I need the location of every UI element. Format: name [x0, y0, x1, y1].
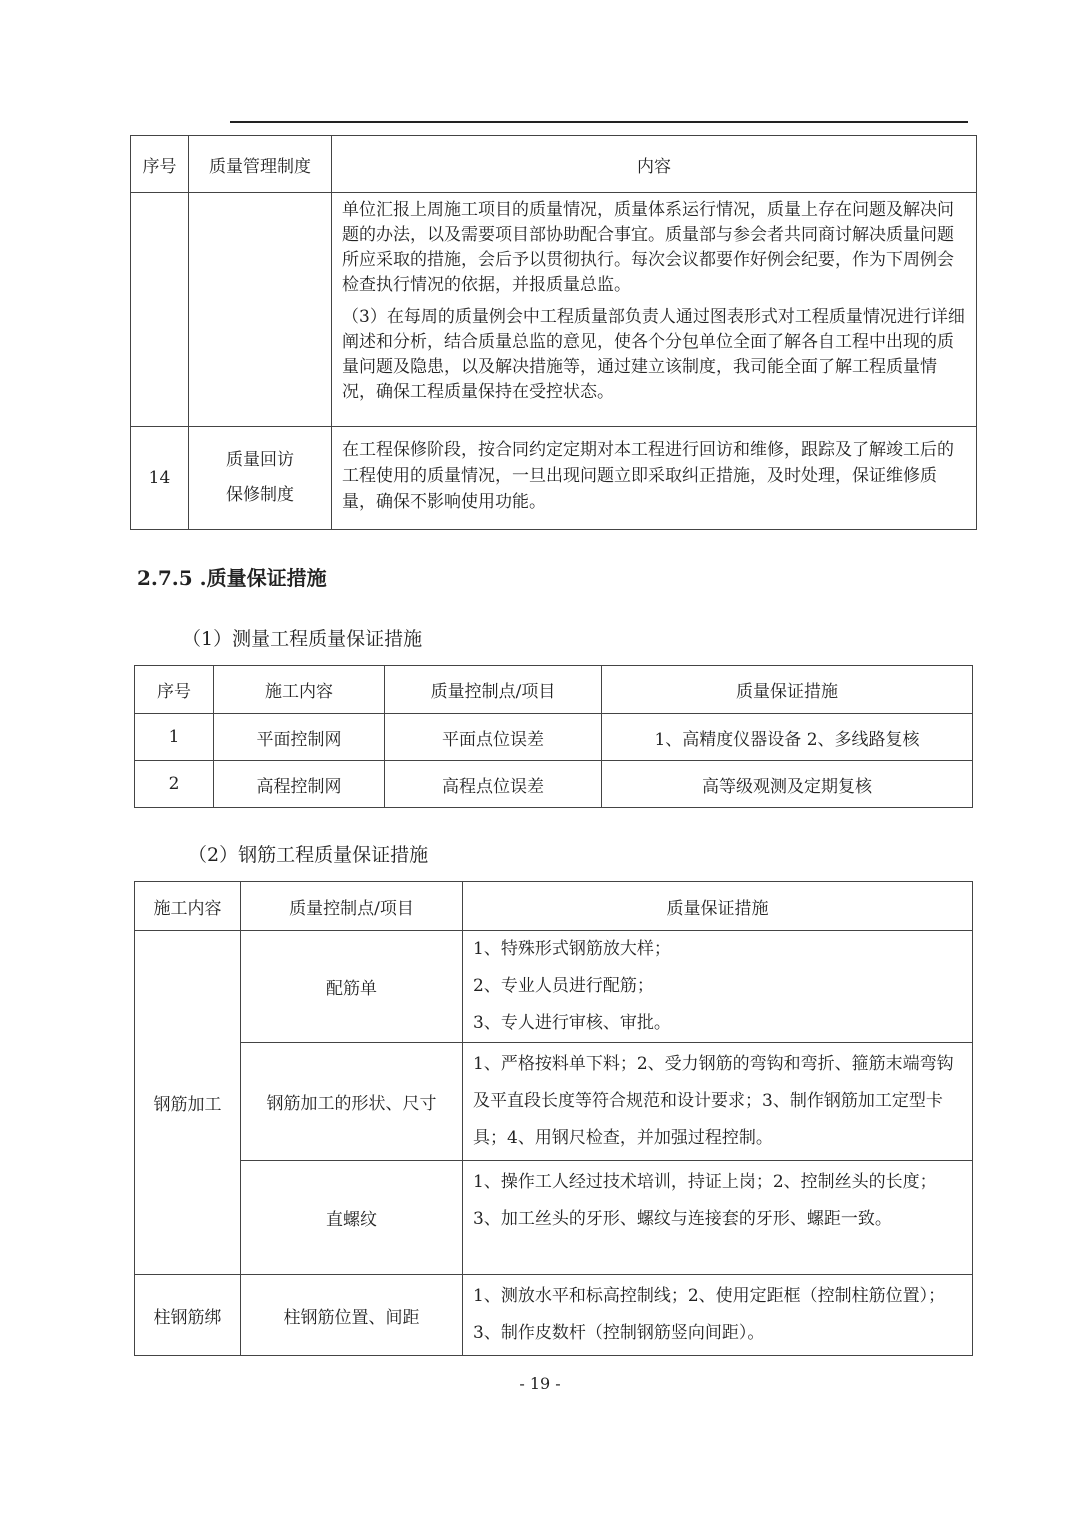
rebar-quality-table — [134, 881, 973, 1356]
table-header-row — [131, 136, 977, 193]
table-cell — [463, 1275, 973, 1356]
subsection-title: （1）测量工程质量保证措施 — [182, 628, 423, 650]
survey-quality-table — [134, 665, 973, 808]
table-row — [135, 1043, 973, 1161]
measure-line: 1、特殊形式钢筋放大样； — [473, 939, 671, 959]
system-name-line: 保修制度 — [226, 485, 294, 505]
row-number: 14 — [131, 427, 189, 530]
table-row — [131, 193, 977, 427]
table-cell: 钢筋加工的形状、尺寸 — [241, 1043, 463, 1161]
content-paragraph: 在工程保修阶段，按合同约定定期对本工程进行回访和维修，跟踪及了解竣工后的工程使用的质量情况，一旦出现问题立即采取纠正措施，及时处理，保证维修质量，确保不影响使用功能。 — [342, 440, 954, 512]
header-cell: 施工内容 — [214, 666, 385, 714]
page-number: - 19 - — [519, 1374, 561, 1393]
table-cell: 柱钢筋位置、间距 — [241, 1275, 463, 1356]
group-cell: 柱钢筋绑 — [135, 1275, 241, 1356]
header-cell: 质量控制点/项目 — [241, 882, 463, 931]
table-row — [135, 1161, 973, 1275]
table-row — [131, 427, 977, 530]
table-row — [135, 761, 973, 808]
table-cell: 1、高精度仪器设备 2、多线路复核 — [602, 714, 973, 761]
measure-text: 1、严格按料单下料；2、受力钢筋的弯钩和弯折、箍筋末端弯钩及平直段长度等符合规范和设计要求；3、制作钢筋加工定型卡具；4、用钢尺检查，并加强过程控制。 — [473, 1054, 954, 1148]
table-cell — [332, 193, 977, 427]
table-cell — [463, 1043, 973, 1161]
content-paragraph: 单位汇报上周施工项目的质量情况，质量体系运行情况，质量上存在问题及解决问题的办法，以及需要项目部协助配合事宜。质量部与参会者共同商讨解决质量问题所应采取的措施，会后予以贯彻执行。每次会议都要作好例会纪要，作为下周例会检查执行情况的依据，并报质量总监。 — [342, 200, 954, 295]
table-cell: 配筋单 — [241, 931, 463, 1043]
content-paragraph: （3）在每周的质量例会中工程质量部负责人通过图表形式对工程质量情况进行详细阐述和分析，结合质量总监的意见，使各个分包单位全面了解各自工程中出现的质量问题及隐患，以及解决措施等，通过建立该制度，我司能全面了解工程质量情况，确保工程质量保持在受控状态。 — [342, 307, 965, 402]
table-row — [135, 931, 973, 1043]
measure-line: 2、专业人员进行配筋； — [473, 976, 654, 996]
table-cell: 1 — [135, 714, 214, 761]
header-cell: 质量管理制度 — [189, 136, 332, 193]
table-header-row — [135, 666, 973, 714]
section-heading: 2.7.5 .质量保证措施 — [137, 566, 327, 590]
measure-line: 3、专人进行审核、审批。 — [473, 1013, 671, 1033]
quality-management-table — [130, 135, 977, 530]
table-cell: 直螺纹 — [241, 1161, 463, 1275]
table-header-row — [135, 882, 973, 931]
table-cell: 高程点位误差 — [385, 761, 602, 808]
table-row — [135, 714, 973, 761]
header-cell: 序号 — [131, 136, 189, 193]
subsection-title: （2）钢筋工程质量保证措施 — [188, 844, 429, 866]
table-cell — [463, 1161, 973, 1275]
table-cell — [189, 193, 332, 427]
header-cell: 内容 — [332, 136, 977, 193]
system-name — [189, 427, 332, 530]
header-cell: 质量保证措施 — [602, 666, 973, 714]
header-cell: 质量保证措施 — [463, 882, 973, 931]
table-cell — [332, 427, 977, 530]
table-row — [135, 1275, 973, 1356]
header-cell: 施工内容 — [135, 882, 241, 931]
table-cell: 高程控制网 — [214, 761, 385, 808]
group-cell: 钢筋加工 — [135, 931, 241, 1275]
header-cell: 序号 — [135, 666, 214, 714]
header-rule — [230, 121, 968, 123]
measure-text: 1、操作工人经过技术培训，持证上岗；2、控制丝头的长度；3、加工丝头的牙形、螺纹与连接套的牙形、螺距一致。 — [473, 1172, 937, 1229]
header-cell: 质量控制点/项目 — [385, 666, 602, 714]
table-cell — [463, 931, 973, 1043]
table-cell: 平面点位误差 — [385, 714, 602, 761]
table-cell: 高等级观测及定期复核 — [602, 761, 973, 808]
system-name-line: 质量回访 — [226, 450, 294, 470]
measure-text: 1、测放水平和标高控制线；2、使用定距框（控制柱筋位置）；3、制作皮数杆（控制钢筋竖向间距）。 — [473, 1286, 946, 1343]
table-cell: 2 — [135, 761, 214, 808]
table-cell: 平面控制网 — [214, 714, 385, 761]
table-cell — [131, 193, 189, 427]
